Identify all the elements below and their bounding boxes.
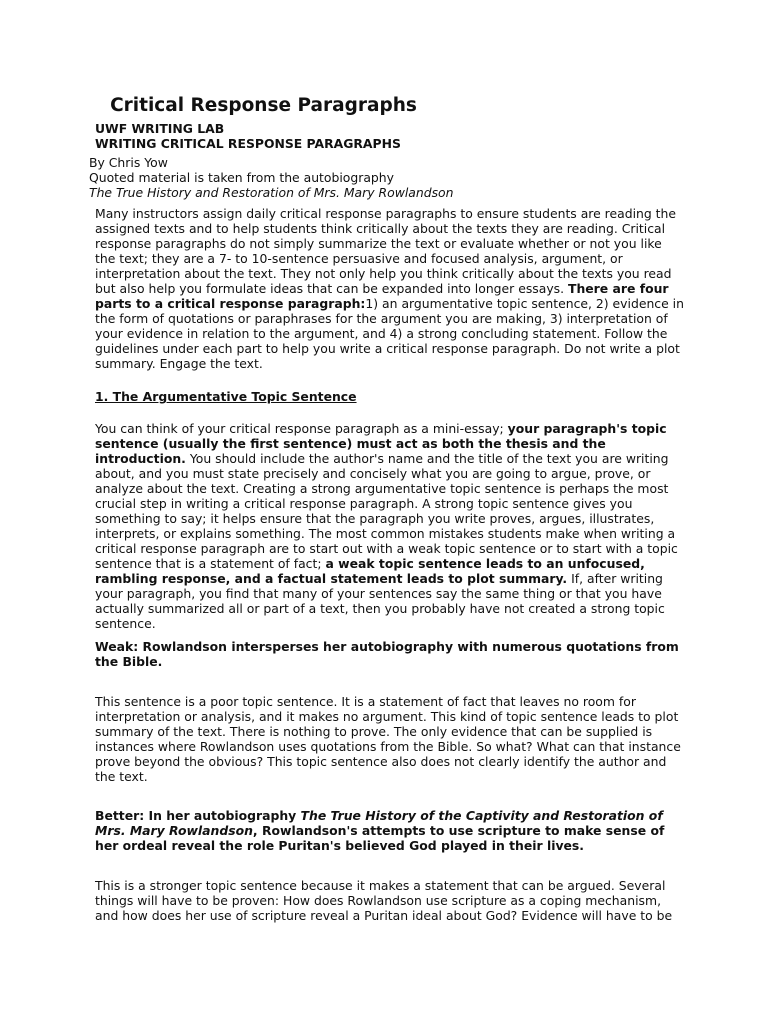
author-line: By Chris Yow: [89, 155, 168, 170]
lab-name: UWF WRITING LAB: [95, 121, 225, 136]
byline: [89, 155, 453, 200]
better-example: [95, 808, 685, 853]
lab-subtitle: WRITING CRITICAL RESPONSE PARAGRAPHS: [95, 135, 401, 151]
paragraph-bold-1: your paragraph's topic sentence (usually the first sentence) must act as both the thesis and the introduction.: [95, 421, 667, 466]
intro-bold: There are four parts to a critical response paragraph:: [95, 281, 669, 311]
source-title: The True History and Restoration of Mrs. Mary Rowlandson: [89, 185, 454, 200]
better-explanation: This is a stronger topic sentence because it makes a statement that can be argued. Several things will have to be proven: How does Rowlandson use scripture as a coping mechanism, and how does her use of scripture reveal a Puritan ideal about God? Evidence will have to be: [95, 878, 673, 923]
paragraph-text-2: You should include the author's name and the title of the text you are writing about, and you must state precisely and concisely what you are going to argue, prove, or analyze about the text. Creating a strong argumentative topic sentence is perhaps the most crucial step in writing a critical response paragraph. A strong topic sentence gives you something to say; it helps ensure that the paragraph you write proves, argues, illustrates, interprets, or explains something. The most common mistakes students make when writing a critical response paragraph are to start out with a weak topic sentence or to start with a topic sentence that is a statement of fact;: [95, 451, 678, 571]
intro-text-2: 1) an argumentative topic sentence, 2) evidence in the form of quotations or paraphrases for the argument you are making, 3) interpretation of your evidence in relation to the argument, and 4) a strong concluding statement. Follow the guidelines under each part to help you write a critical response paragraph. Do not write a plot summary. Engage the text.: [95, 296, 684, 371]
better-title: The True History of the Captivity and Restoration of Mrs. Mary Rowlandson: [95, 808, 663, 838]
weak-example: Weak: Rowlandson intersperses her autobiography with numerous quotations from the Bible.: [95, 639, 679, 669]
source-note: Quoted material is taken from the autobiography: [89, 170, 394, 185]
paragraph-text-3: If, after writing your paragraph, you find that many of your sentences say the same thing or that you have actually summarized all or part of a text, then you probably have not created a strong topic sentence.: [95, 571, 665, 631]
weak-explanation: This sentence is a poor topic sentence. It is a statement of fact that leaves no room for interpretation or analysis, and it makes no argument. This kind of topic sentence leads to plot summary of the text. There is nothing to prove. The only evidence that can be supplied is instances where Rowlandson uses quotations from the Bible. So what? What can that instance prove beyond the obvious? This topic sentence also does not clearly identify the author and the text.: [95, 694, 681, 784]
better-rest: , Rowlandson's attempts to use scripture to make sense of her ordeal reveal the role Puritan's believed God played in their lives.: [95, 823, 665, 853]
section-heading: 1. The Argumentative Topic Sentence: [95, 389, 357, 404]
paragraph-text-1: You can think of your critical response paragraph as a mini-essay;: [95, 421, 508, 436]
topic-sentence-paragraph: [95, 421, 685, 631]
page-title: Critical Response Paragraphs: [110, 95, 417, 116]
better-lead: Better: In her autobiography: [95, 808, 301, 823]
intro-text-1: Many instructors assign daily critical response paragraphs to ensure students are reading the assigned texts and to help students think critically about the texts they are reading. Critical response paragraphs do not simply summarize the text or evaluate whether or not you like the text; they are a 7- to 10-sentence persuasive and focused analysis, argument, or interpretation about the text. They not only help you think critically about the texts you read but also help you formulate ideas that can be expanded into longer essays.: [95, 206, 677, 296]
intro-paragraph: [95, 206, 685, 371]
lab-heading: [95, 122, 401, 151]
paragraph-bold-2: a weak topic sentence leads to an unfocused, rambling response, and a factual statement leads to plot summary.: [95, 556, 645, 586]
